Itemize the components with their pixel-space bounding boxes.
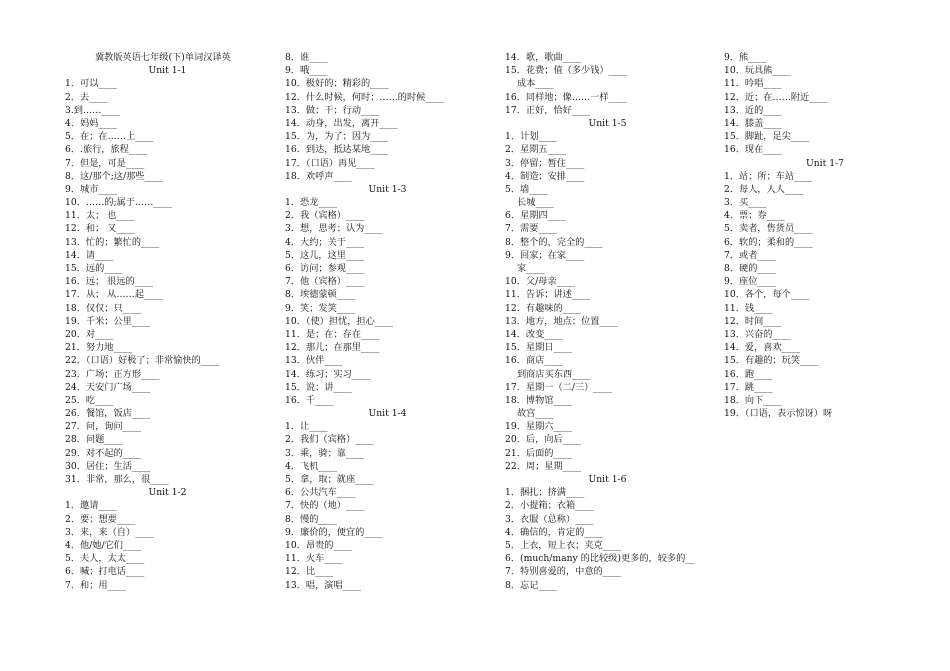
vocab-item: 19．千米；公里____ [65, 315, 151, 327]
vocab-item: 9．哦____ [285, 65, 328, 77]
vocab-item: 24．天安门广场____ [65, 381, 151, 393]
vocab-item: 14．爱，喜欢____ [724, 342, 801, 354]
unit-heading: Unit 1-2 [148, 487, 187, 499]
unit-heading: Unit 1-7 [805, 157, 844, 169]
column-3 [505, 51, 710, 592]
vocab-item: 7．和；用____ [65, 579, 126, 591]
vocab-item: 22．周；星期____ [505, 460, 582, 472]
vocab-item: 16．远； 很远的____ [65, 276, 154, 288]
vocab-item: 11．钱____ [724, 302, 773, 314]
vocab-item: 6．星期四____ [505, 210, 566, 222]
vocab-item: 12．那儿；在那里____ [285, 342, 380, 354]
vocab-item: 6．喊；打电话____ [65, 566, 145, 578]
unit-heading: Unit 1-3 [368, 183, 407, 195]
column-4 [724, 51, 904, 420]
vocab-item: 4．票；券____ [724, 210, 785, 222]
vocab-item: 6．(much/many 的比较级)更多的，较多的__ [505, 553, 695, 565]
vocab-item: 28．问题____ [65, 434, 123, 446]
vocab-item: 14．歌，歌曲____ [505, 52, 582, 63]
vocab-item: 9．笑；发笑____ [285, 302, 356, 314]
vocab-item: 9．座位____ [724, 276, 776, 288]
vocab-item: 8．整个的，完全的____ [505, 236, 603, 248]
vocab-item: 1．计划____ [505, 131, 557, 143]
vocab-item: 9．熊____ [724, 52, 767, 63]
vocab-item: 10．玩具熊____ [724, 65, 791, 77]
vocab-item: 11．火车____ [285, 553, 343, 565]
document-title: 冀教版英语七年级(下)单词汉译英 [95, 52, 231, 63]
vocab-item: 10．极好的；精彩的____ [285, 78, 389, 90]
vocab-item: 25．吃____ [65, 394, 114, 406]
vocab-subitem: 到商店买东西____ [517, 368, 591, 380]
vocab-item: 3.到……____ [65, 104, 120, 116]
vocab-item: 23．广场；正方形____ [65, 368, 160, 380]
vocab-item: 7．需要____ [505, 223, 557, 235]
vocab-item: 18．欢呼声____ [285, 170, 352, 182]
vocab-item: 9．廉价的，便宜的____ [285, 526, 383, 538]
vocab-item: 17．跳____ [724, 381, 773, 393]
vocab-item: 13．近的____ [724, 104, 782, 116]
vocab-item: 4．确信的，肯定的____ [505, 526, 603, 538]
vocab-item: 21．后面的____ [505, 447, 572, 459]
vocab-item: 1．站；所；车站____ [724, 170, 813, 182]
vocab-item: 2．每人，人人____ [724, 183, 804, 195]
vocab-item: 8．忘记____ [505, 579, 557, 591]
vocab-item: 12．和； 又____ [65, 223, 135, 235]
vocab-item: 15．星期日____ [505, 342, 572, 354]
vocab-item: 11．吟唱____ [724, 78, 782, 90]
vocab-item: 6．.旅行，旅程____ [65, 144, 148, 156]
vocab-item: 16．千____ [285, 394, 334, 406]
vocab-item: 20．对____ [65, 328, 114, 340]
vocab-item: 15．有趣的；玩笑____ [724, 355, 819, 367]
vocab-item: 8．硬的____ [724, 263, 776, 274]
vocab-item: 1．恐龙____ [285, 197, 337, 209]
vocab-item: 5．上衣，短上衣；夹克____ [505, 539, 622, 551]
vocab-item: 6．软的；柔和的____ [724, 236, 813, 248]
vocab-item: 17．（口语）再见____ [285, 157, 375, 169]
vocab-item: 12．近；在……附近____ [724, 91, 828, 103]
vocab-item: 18．仅仅；只____ [65, 302, 142, 314]
vocab-item: 15．远的____ [65, 263, 123, 274]
vocab-item: 5．拿，取；就座____ [285, 474, 374, 485]
vocab-item: 22．（口语）好极了；非常愉快的____ [65, 355, 220, 367]
vocab-item: 16．同样地；像……一样____ [505, 91, 627, 103]
vocab-item: 15．说；讲____ [285, 381, 352, 393]
vocab-item: 17．星期一（二/三）____ [505, 381, 612, 393]
vocab-item: 3．停留；暂住____ [505, 157, 585, 169]
vocab-item: 1．让____ [285, 421, 328, 433]
vocab-item: 4．妈妈____ [65, 117, 117, 129]
vocab-item: 5．墙____ [505, 183, 548, 195]
vocab-item: 1．捆扎；挤满____ [505, 487, 585, 499]
vocab-item: 13．地方，地点；位置____ [505, 315, 618, 327]
vocab-item: 13．兴奋的____ [724, 328, 791, 340]
vocab-item: 2．小提箱；衣箱____ [505, 500, 594, 512]
vocab-subitem: 长城____ [517, 197, 554, 209]
vocab-item: 1．可以____ [65, 78, 117, 90]
vocab-item: 13．唱，演唱____ [285, 579, 362, 591]
vocab-item: 8．这/那个;这/那些____ [65, 170, 163, 182]
vocab-item: 3．买____ [724, 197, 767, 209]
vocab-item: 3．想，思考；认为____ [285, 223, 383, 235]
vocab-item: 6．访问；参观____ [285, 263, 365, 274]
vocab-item: 8．慢的____ [285, 513, 337, 525]
vocab-item: 4．制造；安排____ [505, 170, 585, 182]
vocab-item: 14．膝盖____ [724, 117, 782, 129]
vocab-item: 9．城市____ [65, 183, 117, 195]
vocab-item: 15．花费；值（多少钱）____ [505, 65, 627, 77]
vocab-item: 16．商店____ [505, 355, 563, 367]
vocab-subitem: 家____ [517, 263, 545, 274]
vocab-item: 5．卖者，售货员____ [724, 223, 813, 235]
vocab-item: 8．埃德蒙顿____ [285, 289, 356, 301]
vocab-item: 14．练习；实习____ [285, 368, 371, 380]
vocab-item: 7．特别喜爱的，中意的____ [505, 566, 622, 578]
vocab-item: 16．跑____ [724, 368, 773, 380]
vocab-item: 21．努力地____ [65, 342, 132, 354]
vocab-item: 12．有趣味的____ [505, 302, 582, 314]
vocab-item: 1．邀请____ [65, 500, 117, 512]
vocab-item: 19．（口语，表示惊讶）呀 [724, 408, 833, 420]
vocab-subitem: 成本____ [517, 78, 554, 90]
column-2 [285, 51, 490, 592]
vocab-item: 7．但是，可是____ [65, 157, 145, 169]
vocab-item: 2．我们（宾格）____ [285, 434, 374, 446]
vocab-item: 12．什么时候，何时；……的时候____ [285, 91, 444, 103]
vocab-item: 2．去____ [65, 91, 108, 103]
vocab-item: 31．非常，那么，很____ [65, 474, 169, 485]
vocab-item: 10．各个，每个____ [724, 289, 810, 301]
vocab-item: 8．谁____ [285, 52, 328, 63]
vocab-item: 18．向下____ [724, 394, 782, 406]
vocab-item: 11．告诉；讲述____ [505, 289, 591, 301]
vocab-item: 5．在；在……上____ [65, 131, 154, 143]
vocab-item: 4．飞机____ [285, 460, 337, 472]
vocab-item: 15．为，为了；因为____ [285, 131, 389, 143]
vocab-item: 12．比____ [285, 566, 334, 578]
vocab-item: 14．请____ [65, 249, 114, 261]
vocab-item: 5．夫人，太太____ [65, 553, 145, 565]
vocab-item: 14．改变____ [505, 328, 563, 340]
vocab-item: 4．大约；关于____ [285, 236, 365, 248]
vocab-item: 13．忙的；繁忙的____ [65, 236, 160, 248]
vocab-item: 13．做；干；行动____ [285, 104, 380, 116]
vocab-item: 13．伙伴____ [285, 355, 343, 367]
vocab-item: 7．快的（地）____ [285, 500, 365, 512]
vocab-item: 15．脚趾，足尖____ [724, 131, 810, 143]
vocab-item: 12．时间____ [724, 315, 782, 327]
vocab-item: 3．衣服（总称）____ [505, 513, 594, 525]
vocab-item: 3．来，来（自）____ [65, 526, 154, 538]
vocab-item: 18．博物馆____ [505, 394, 572, 406]
vocab-item: 2．星期五____ [505, 144, 566, 156]
unit-heading: Unit 1-1 [148, 65, 187, 77]
vocab-item: 7．他（宾格）____ [285, 276, 365, 288]
vocab-item: 29．对不起的____ [65, 447, 142, 459]
vocab-item: 20．后，向后____ [505, 434, 582, 446]
vocab-item: 10．父/母亲____ [505, 276, 575, 288]
vocab-item: 6．公共汽车____ [285, 487, 356, 499]
vocab-item: 14．动身，出发，离开____ [285, 117, 398, 129]
unit-heading: Unit 1-4 [368, 408, 407, 420]
vocab-item: 3．乘，骑；靠____ [285, 447, 365, 459]
vocab-item: 10．……的;属于……____ [65, 197, 172, 209]
vocab-item: 4．他/她/它们____ [65, 539, 142, 551]
vocab-item: 17．正好，恰好____ [505, 104, 591, 116]
vocab-item: 5．这儿，这里____ [285, 249, 365, 261]
vocab-item: 27．问，询问____ [65, 421, 142, 433]
vocab-item: 11．太； 也____ [65, 210, 135, 222]
unit-heading: Unit 1-6 [588, 474, 627, 485]
unit-heading: Unit 1-5 [588, 117, 627, 129]
vocab-item: 9．回家；在家____ [505, 249, 585, 261]
vocab-item: 10．昂贵的____ [285, 539, 352, 551]
vocab-subitem: 故宫____ [517, 408, 554, 420]
vocab-item: 7．或者____ [724, 249, 776, 261]
vocab-item: 19．星期六____ [505, 421, 572, 433]
vocab-item: 26．餐馆，饭店____ [65, 408, 151, 420]
vocab-item: 16．现在____ [724, 144, 782, 156]
vocab-item: 2．要；想要____ [65, 513, 136, 525]
column-1 [65, 51, 270, 592]
vocab-item: 30．居住；生活____ [65, 460, 151, 472]
vocab-item: 17．从； 从……起____ [65, 289, 163, 301]
vocab-item: 16．到达，抵达某地____ [285, 144, 389, 156]
vocab-item: 2．我（宾格）____ [285, 210, 365, 222]
vocab-item: 10．（使）担忧，担心____ [285, 315, 394, 327]
vocab-item: 11．是；在；存在____ [285, 328, 380, 340]
